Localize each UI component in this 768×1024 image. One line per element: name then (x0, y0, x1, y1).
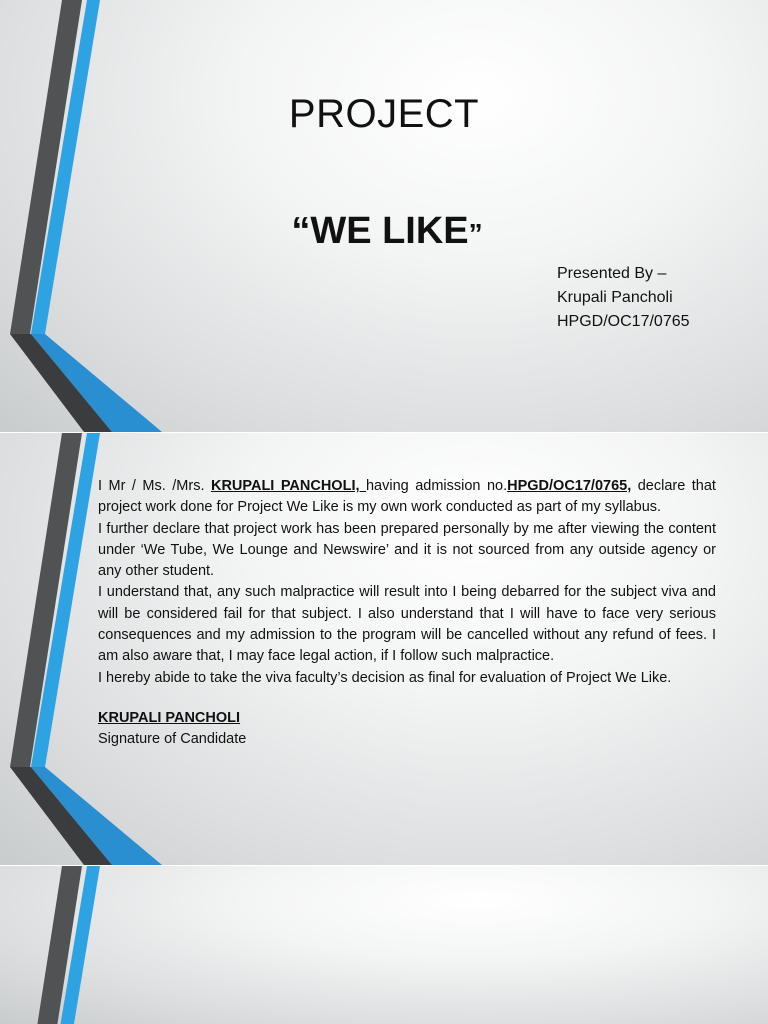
signature-label: Signature of Candidate (98, 731, 247, 748)
declaration-paragraph-1 (98, 476, 716, 519)
slide-subtitle (0, 210, 768, 253)
slide-title: PROJECT (288, 92, 480, 136)
presenter-id: HPGD/OC17/0765 (557, 313, 690, 330)
p1-mid: having admission no. (365, 478, 508, 494)
declaration-text (98, 476, 716, 751)
p1-start: I Mr / Ms. /Mrs. (98, 478, 211, 494)
declaration-paragraph-2: I further declare that project work has been prepared personally by me after viewing the content under ‘We Tube, We Lounge and Newswire’ and it is not sourced from any outside agency or any other student. (98, 520, 716, 580)
slide-decoration (0, 866, 180, 1024)
admission-number: HPGD/OC17/0765, (507, 478, 632, 494)
subtitle-close-quote: ” (468, 218, 483, 249)
p1-end: declare that project work done for Project We Like is my own work conducted as part of my syllabus. (98, 478, 716, 516)
subtitle-text: “WE LIKE (291, 210, 469, 252)
declaration-paragraph-3: I understand that, any such malpractice will result into I being debarred for the subject viva and will be considered fail for that subject. I also understand that I will have to face very serious consequences and my admission to the program will be cancelled without any refund of fees. I am also aware that, I may face legal action, if I follow such malpractice. (98, 584, 716, 665)
next-slide-partial (0, 866, 768, 1024)
candidate-name: KRUPALI PANCHOLI, (210, 478, 366, 494)
presenter-name: Krupali Pancholi (557, 289, 673, 306)
declaration-paragraph-4: I hereby abide to take the viva faculty’s decision as final for evaluation of Project We Like. (98, 669, 672, 686)
presenter-block (557, 262, 690, 334)
signature-name: KRUPALI PANCHOLI (98, 709, 241, 726)
presented-by-label: Presented By – (557, 265, 667, 282)
declaration-slide (0, 433, 768, 865)
title-slide (0, 0, 768, 432)
